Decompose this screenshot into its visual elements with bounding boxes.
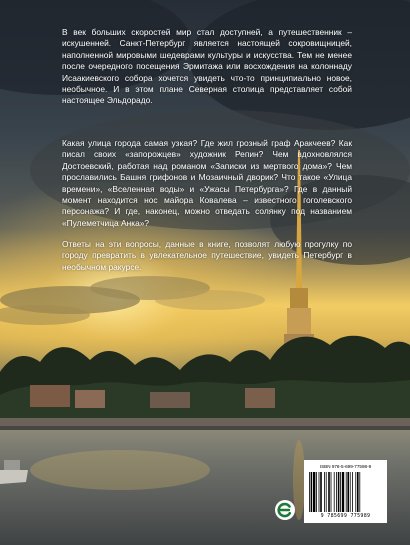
barcode-bar (347, 472, 349, 512)
barcode-bar (350, 472, 351, 512)
eksmo-logo-icon (274, 499, 296, 521)
barcode-bar (352, 472, 353, 512)
isbn-label: ISBN 978-5-699-77598-9 (319, 464, 372, 469)
barcode-bar (311, 472, 313, 512)
barcode-bar (357, 472, 359, 512)
barcode-bar (326, 472, 327, 512)
barcode-bar (340, 472, 341, 512)
barcode-bar (331, 472, 332, 512)
barcode-bar (328, 472, 330, 512)
questions-paragraph: Какая улица города самая узкая? Где жил грозный граф Аракчеев? Как писал своих «запорожцев» художник Репин? Чем вдохновлялся Достоевский, работая над романом «Записки из мертвого дома»? Чем прославились Башня грифонов и Мозаичный дворик? Что такое «Улица времени», «Вселенная воды» и «Ужасы Петербурга»? Где в данный момент находится нос майора Ковалева – известного гоголевского персонажа? И где, наконец, можно отведать солянку под названием «Пулеметчица Анка»? (62, 138, 352, 228)
barcode-bar (320, 472, 322, 512)
barcode-bar (309, 472, 310, 512)
barcode-bar (319, 472, 320, 512)
barcode-bar (334, 472, 335, 512)
barcode-bar (338, 472, 340, 512)
conclusion-paragraph: Ответы на эти вопросы, данные в книге, позволят любую прогулку по городу превратить в увлекательное путешествие, увидеть Петербург в необычном ракурсе. (62, 239, 352, 272)
barcode-bar (346, 472, 347, 512)
barcode-bar (342, 472, 344, 512)
isbn-barcode-block (304, 460, 387, 523)
barcode-bar (359, 472, 360, 512)
barcode-bar (313, 472, 315, 512)
barcode-icon (308, 472, 383, 512)
barcode-digits: 9 785699 775989 (320, 513, 371, 519)
barcode-bar (336, 472, 337, 512)
barcode-bar (324, 472, 325, 512)
barcode-bar (316, 472, 317, 512)
intro-paragraph: В век больших скоростей мир стал доступней, а путешественник – искушенней. Санкт-Петербург является настоящей сокровищницей, наполненной мировыми шедеврами культуры и искусства. Тем не менее после очередного посещения Эрмитажа или восхождения на колоннаду Исаакиевского собора хочется увидеть что-то принципиально новое, необычное. И в этом плане Северная столица представляет собой настоящее Эльдорадо. (62, 27, 352, 106)
barcode-bar (355, 472, 356, 512)
